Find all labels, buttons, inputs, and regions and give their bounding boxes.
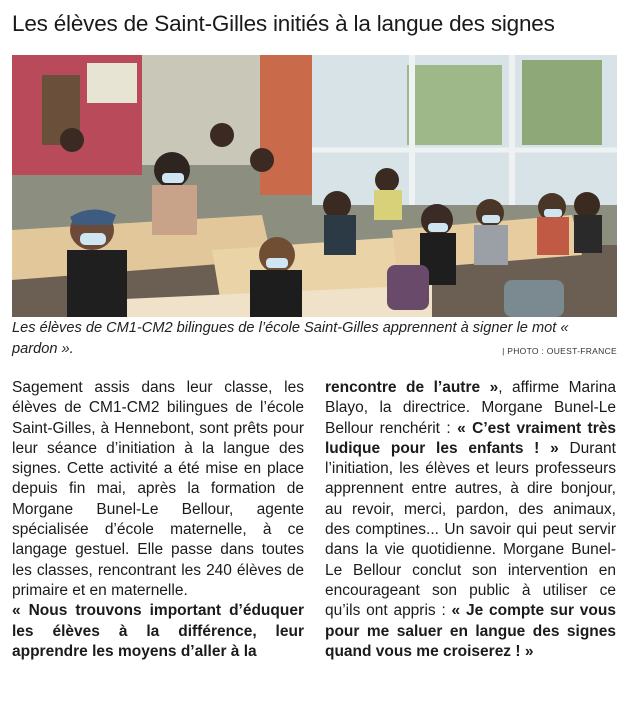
attribution-text: , affirme Marina Blayo, la directrice. Morgane Bunel-Le Bellour renchérit : [325,379,616,437]
quote-directrice-start: « Nous trouvons important d’éduquer les élèves à la différence, leur apprendre les moyens d’aller à la [12,602,304,660]
article-column-left [12,378,304,662]
paragraph-2 [12,601,304,662]
quote-directrice-end: rencontre de l’autre » [325,379,499,396]
classroom-photo-illustration [12,55,617,317]
quote-conclusion: « Je compte sur vous pour me saluer en langue des signes quand vous me croiserez ! » [325,602,616,660]
quote-ludique: « C’est vraiment très ludique pour les enfants ! » [325,419,616,457]
paragraph-3 [325,378,616,662]
photo-credit: | PHOTO : OUEST-FRANCE [502,346,617,356]
headline: Les élèves de Saint-Gilles initiés à la langue des signes [12,11,555,36]
paragraph-1: Sagement assis dans leur classe, les élèves de CM1-CM2 bilingues de l’école Saint-Gilles, à Hennebont, sont prêts pour leur séance d’initiation à la langue des signes. Cette activité a été mise en place depuis fin mai, après la formation de Morgane Bunel-Le Bellour, agente spécialisée d’école maternelle, à ce langage gestuel. Elle passe dans toutes les classes, rencontrant les 240 élèves de primaire et en maternelle. [12,379,304,599]
body-text: Durant l’initiation, les élèves et leurs professeurs apprennent entre autres, à dire bonjour, au revoir, merci, pardon, des animaux, des comptines... Un savoir qui peut servir dans la vie quotidienne. Morgane Bunel-Le Bellour conclut son intervention en encourageant son public à utiliser ce qu’ils ont appris : [325,439,616,620]
article-column-right [325,378,616,662]
photo-caption: Les élèves de CM1-CM2 bilingues de l’école Saint-Gilles apprennent à signer le mot « pardon ». [12,320,569,357]
classroom-photo [12,55,617,317]
